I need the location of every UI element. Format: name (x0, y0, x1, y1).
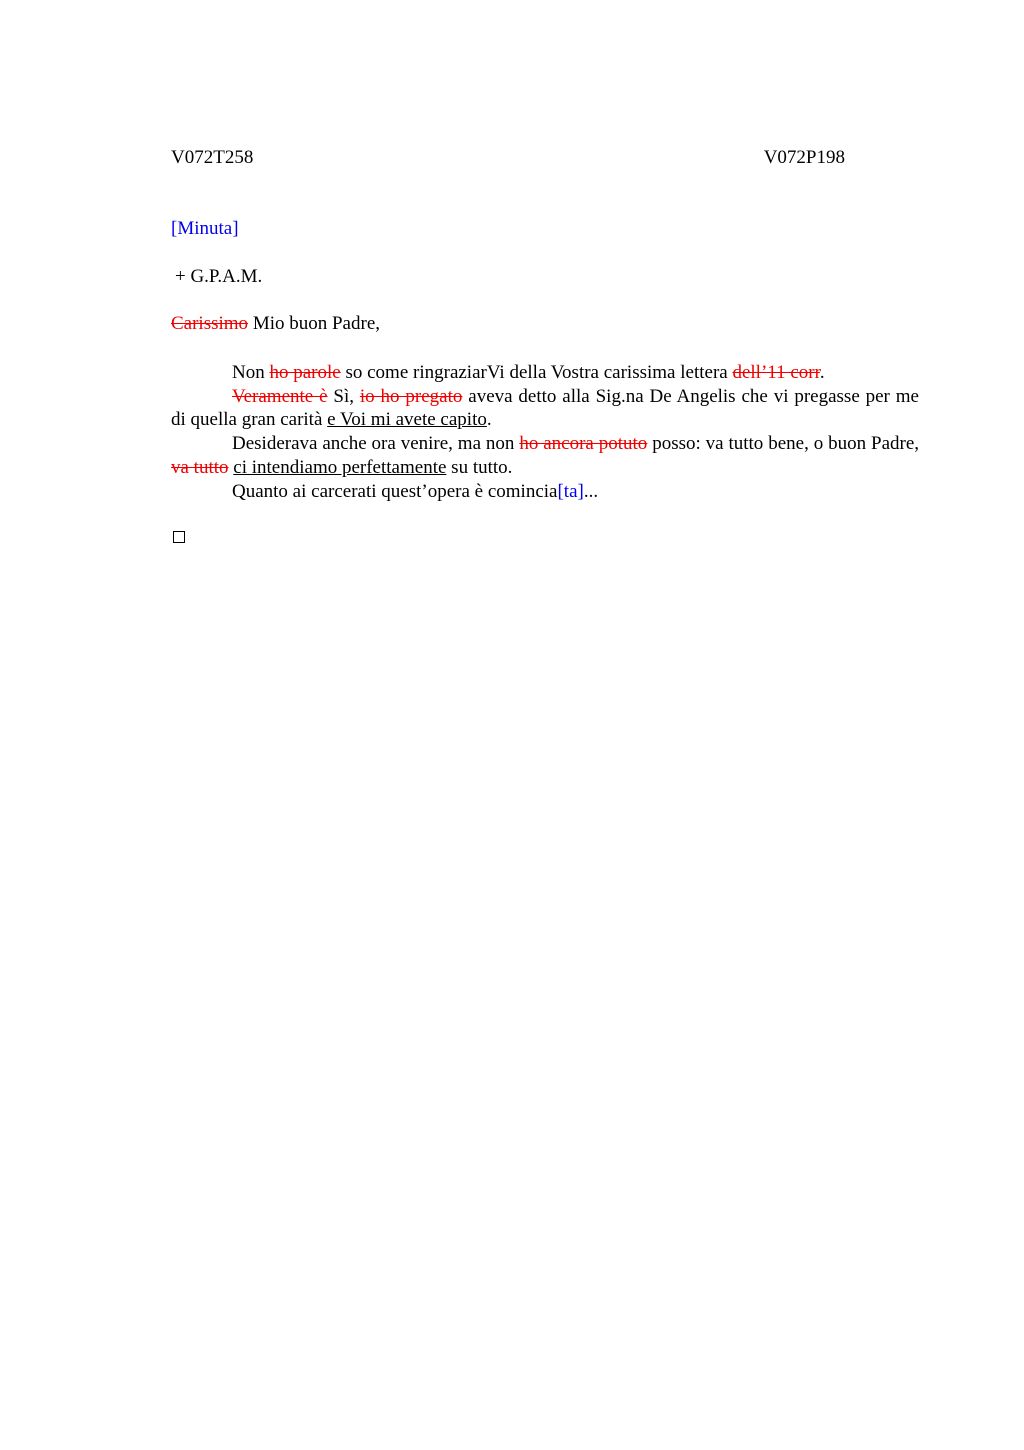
text-run: su tutto. (446, 456, 513, 478)
paragraph-1 (171, 361, 919, 385)
text-run: . (486, 409, 492, 431)
invocation: + G.P.A.M. (175, 266, 263, 287)
document-code-right: V072P198 (763, 147, 845, 168)
salutation-text: Mio buon Padre, (248, 313, 380, 334)
deleted-text: va tutto (171, 456, 229, 478)
paragraph-4 (171, 480, 919, 504)
underlined-text: ci intendiamo perfettamente (233, 456, 447, 478)
text-run: ... (583, 480, 599, 502)
paragraph-2 (171, 385, 919, 432)
underlined-text: e Voi mi avete capito (327, 409, 487, 431)
text-run: Quanto ai carcerati quest’opera è comincia (232, 480, 558, 502)
text-run: Desiderava anche ora venire, ma non (232, 433, 520, 455)
document-code-left: V072T258 (171, 147, 254, 168)
editorial-note: [Minuta] (171, 218, 239, 239)
text-run: Sì, (327, 385, 360, 407)
deleted-text: ho ancora potuto (519, 433, 648, 455)
deleted-text: io ho pregato (359, 385, 463, 407)
text-run: posso: va tutto bene, o buon Padre, (647, 433, 920, 455)
text-run: Non (232, 362, 270, 383)
text-run: aveva detto alla Sig.na De Angelis che vi pregasse per me di quella gran carità (171, 385, 919, 431)
empty-square-icon (173, 531, 185, 543)
deleted-text: Carissimo (171, 313, 249, 334)
text-run: so come ringraziarVi della Vostra carissima lettera (340, 362, 733, 383)
letter-body (171, 361, 919, 503)
deleted-text: Veramente è (232, 385, 328, 407)
paragraph-3 (171, 432, 919, 479)
text-run: . (819, 362, 825, 383)
deleted-text: dell’11 corr (732, 362, 820, 383)
salutation (171, 313, 380, 335)
deleted-text: ho parole (269, 362, 341, 383)
editorial-insertion: [ta] (557, 480, 584, 502)
